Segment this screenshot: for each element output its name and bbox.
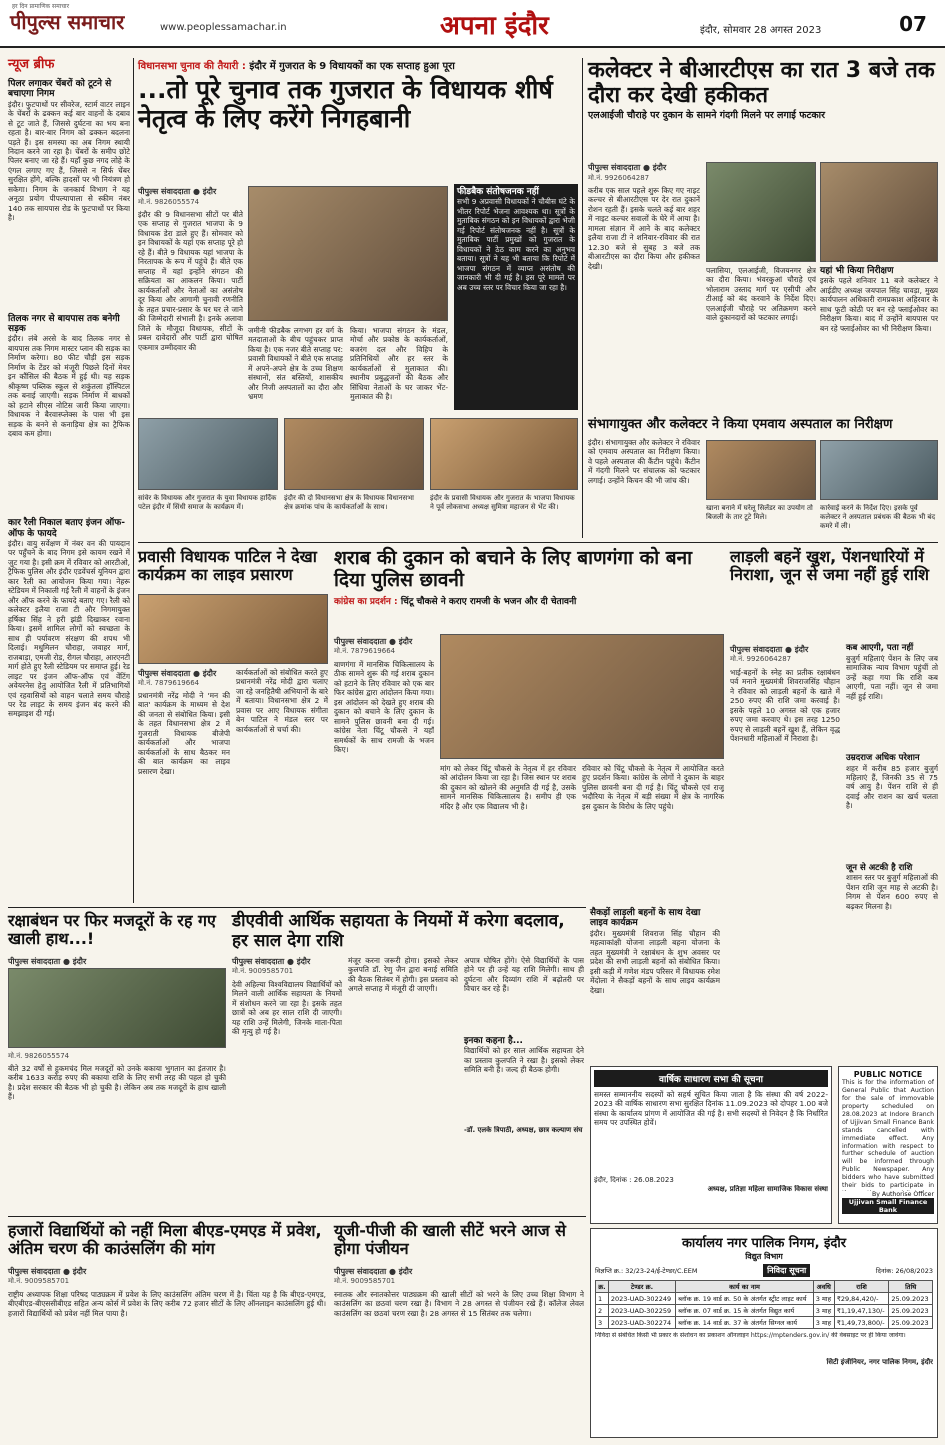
- brief-label: न्यूज ब्रीफ: [8, 57, 55, 72]
- table-row: [596, 1305, 933, 1317]
- collector-photo-1: [706, 162, 816, 262]
- hospital-body: इंदौर। संभागायुक्त और कलेक्टर ने रविवार को एमवाय अस्पताल का निरीक्षण किया। वे पहले अस्पताल की कैंटीन पहुंचे। कैंटीन में गंदगी मिलने पर संचालक को फटकार लगाई। उन्होंने किचन की भी जांच की।: [588, 438, 700, 485]
- ugpg-mobile: मो.नं. 9009585701: [334, 1277, 396, 1285]
- inspection-body: इसके पहले शनिवार 11 बजे कलेक्टर ने आईडीए अध्यक्ष जयपाल सिंह चावड़ा, मुख्य कार्यपालन अधिकारी रामप्रकाश अहिरवार के साथ फूटी कोठी पर बन रहे फ्लाईओवर का निरीक्षण किया। बाद में उन्होंने बायपास पर बन रहे फ्लाईओवर का भी निरीक्षण किया।: [820, 276, 938, 333]
- ladli-side-title-1: कब आएगी, पता नहीं: [846, 643, 914, 653]
- masthead: [0, 0, 945, 48]
- table-cell: ₹1,49,73,800/-: [834, 1317, 889, 1329]
- brief-body-1: इंदौर। फुटपाथों पर सीवरेज, स्टार्म वाटर लाइन के चेंबरों के ढक्कन कई बार वाहनों के दबाव से टूट जाते हैं, जिससे दुर्घटना का भय बना रहता है। बार-बार निगम को ढक्कन बदलना पड़ते हैं। इस समस्या का अब निगम स्थायी निदान करने जा रहा है। चेंबरों के समीप छोटे पिलर बनाए जा रहे हैं। यहाँ कुछ नगद लोहे के एंगल लगाए गए हैं, जिससे न सिर्फ चेंबर सुरक्षित होंगे, बल्कि हादसों पर भी नियंत्रण हो सकेगा। निगम के जनकार्य विभाग ने यह अनूठा प्रयोग पीपल्यापाला से स्कीम नंबर 140 तक सायपास रोड के फुटपाथों पर किया है।: [8, 99, 130, 223]
- gujarat-main-photo: [248, 186, 448, 321]
- news-brief-column: [8, 58, 130, 903]
- davv-col-2: मंजूर करना जरूरी होगा। इसको लेकर कुलपति डॉ. रेणु जैन द्वारा बनाई समिति की बैठक सितंबर में होगी। इस प्रस्ताव को अगले सप्ताह में मंजूरी दी जाएगी।: [348, 956, 458, 994]
- patil-headline: प्रवासी विधायक पाटिल ने देखा कार्यक्रम का लाइव प्रसारण: [138, 547, 317, 585]
- bank-notice-body: This is for the information of General Public that Auction for the sale of immovable property scheduled on 28.08.2023 at Indore Branch of Ujjivan Small Finance Bank stands cancelled with immediate effect. Any information with respect to further schedule of auction will be informed through Public Newspaper. Any bidders who have submitted their bids to participate in: [842, 1079, 934, 1190]
- page-number: 07: [899, 12, 927, 36]
- ladli-side-body-3: शासन स्तर पर बुजुर्ग महिलाओं की पेंशन राशि जून माह से अटकी है। निगम से पेंशन 600 रुपए से बढ़कर मिलना है।: [846, 873, 938, 911]
- hospital-photo-1: [706, 440, 816, 500]
- raksha-headline: रक्षाबंधन पर फिर मजदूरों के रह गए खाली हाथ...!: [8, 911, 216, 949]
- gujarat-byline: पीपुल्स संवाददाता ● इंदौर: [138, 187, 217, 196]
- collector-story: [588, 58, 938, 413]
- tender-header: क्र.: [596, 1281, 609, 1293]
- raksha-body: बीते 32 वर्षों से हुकमचंद मिल मजदूरों को उनके बकाया भुगतान का इंतजार है। करीब 1633 करोड़ रुपए की बकाया राशि के लिए सभी तरह की पहल हो चुकी है। प्रदेश सरकार की बैठक भी हो चुकी है। लेकिन अब तक मजदूरों के हाथ खाली हैं।: [8, 1064, 226, 1102]
- raksha-mobile: मो.नं. 9826055574: [8, 1052, 70, 1060]
- tender-header: तिथि: [889, 1281, 933, 1293]
- liquor-kicker: कांग्रेस का प्रदर्शन :: [334, 596, 398, 607]
- patil-story: [138, 548, 328, 903]
- liquor-kicker-rest: चिंटू चौकसे ने कराए रामजी के भजन और दी चेतावनी: [400, 596, 577, 607]
- tender-header: टेण्डर क्र.: [608, 1281, 675, 1293]
- brief-body-2: इंदौर। लंबे अरसे के बाद तिलक नगर से बायपास तक निगम मास्टर प्लान की सड़क का निर्माण करेगा। 80 फीट चौड़ी इस सड़क निर्माण के टेंडर को मंजूरी पिछले दिनों मेयर इन कौंसिल की बैठक में हुई थी। यह सड़क श्रीकृष्ण पब्लिक स्कूल से शकुंतला हॉस्पिटल तक बनाई जाएगी। सड़क निर्माण में बाधकों को हटाने सीएस नोटिस जारी किया जाएगा। विधायक ने बैरवास्प्लेक्स के पास भी इस सड़क के बनने से कनाड़िया क्षेत्र का ट्रैफिक दबाव कम होगा।: [8, 334, 130, 438]
- table-cell: 25.09.2023: [889, 1293, 933, 1305]
- ladli-side-body-2: शहर में करीब 85 हजार बुजुर्ग महिलाएं हैं, जिनकी 35 से 75 वर्ष आयु है। पेंशन राशि से ही दवाई और राशन का खर्च चलता है।: [846, 763, 938, 811]
- table-row: [596, 1317, 933, 1329]
- ladli-sidebar: [846, 644, 938, 1024]
- brief-title-2: तिलक नगर से बायपास तक बनेगी सड़क: [8, 313, 120, 334]
- agm-notice: [590, 1066, 832, 1224]
- patil-mobile: मो.नं. 7879619664: [138, 679, 200, 687]
- table-cell: 3 माह: [813, 1317, 834, 1329]
- ladli-body: भाई-बहनों के स्नेह का प्रतीक रक्षाबंधन पर्व मनाने मुख्यमंत्री शिवराजसिंह चौहान ने रविवार को लाड़ली बहनों के खाते में 250 रुपए की राशि जमा करवाई है। इसके पहले 10 अगस्त को एक हजार रुपए जमा करवाए थे। इस तरह 1250 रुपए से लाड़ली बहनें खुश हैं, लेकिन वृद्ध पेंशनधारी महिलाओं में निराशा है।: [730, 668, 840, 744]
- ladli-live-box: [590, 908, 720, 1063]
- table-row: [596, 1293, 933, 1305]
- ladli-side-title-3: जून से अटकी है राशि: [846, 862, 913, 873]
- feedback-title: फीडबैक संतोषजनक नहीं: [457, 187, 539, 197]
- ladli-box-body: इंदौर। मुख्यमंत्री शिवराज सिंह चौहान की महत्वाकांक्षी योजना लाड़ली बहना योजना के तहत मुख्यमंत्री ने रक्षाबंधन के शुभ अवसर पर प्रदेश की सभी लाड़ली बहनों को संबोधित किया। इसी कड़ी में गणेश मंडप परिसर में विधायक रमेश मेंदोला ने सैकड़ों बहनों के साथ लाइव कार्यक्रम देखा।: [590, 928, 720, 995]
- newspaper-logo: पीपुल्स समाचार: [10, 10, 125, 34]
- tender-ref: विज्ञप्ति क्र.: 32/23-24/ई-टेण्डर/C.EEM: [595, 1267, 698, 1275]
- brief-title-1: पिलर लगाकर चेंबरों को टूटने से बचाएगा निगम: [8, 78, 112, 100]
- collector-headline: कलेक्टर ने बीआरटीएस का रात 3 बजे तक दौरा कर देखी हकीकत: [588, 58, 935, 109]
- ugpg-story: [334, 1222, 584, 1438]
- gujarat-photo-2: [138, 418, 278, 490]
- table-cell: ब्लॉक क्र. 07 वार्ड क्र. 15 के अंतर्गत विद्युत कार्य: [676, 1305, 814, 1317]
- ugpg-body: स्नातक और स्नातकोत्तर पाठ्यक्रम की खाली सीटों को भरने के लिए उच्च शिक्षा विभाग ने काउंसलिंग का छठवां चरण रखा है। विभाग ने 28 अगस्त से पंजीयन रखे हैं। कॉलेज लेवल काउंसलिंग का छठवां चरण रखा है। 28 अगस्त से 15 सितंबर तक चलेगा।: [334, 1290, 584, 1318]
- hospital-story: [588, 418, 938, 538]
- tender-header: अवधि: [813, 1281, 834, 1293]
- ladli-byline: पीपुल्स संवाददाता ● इंदौर: [730, 645, 809, 654]
- bank-notice-title: PUBLIC NOTICE: [853, 1070, 923, 1079]
- table-cell: 3 माह: [813, 1293, 834, 1305]
- table-cell: ब्लॉक क्र. 14 वार्ड क्र. 37 के अंतर्गत सिग्नल कार्य: [676, 1317, 814, 1329]
- ladli-headline: लाड़ली बहनें खुश, पेंशनधारियों में निराशा, जून से जमा नहीं हुई राशि: [730, 547, 929, 585]
- bed-headline: हजारों विद्यार्थियों को नहीं मिला बीएड-एमएड में प्रवेश, अंतिम चरण की काउंसलिंग की मांग: [8, 1221, 322, 1259]
- davv-col-3: अपात्र घोषित होंगे। ऐसे विद्यार्थियों के पास होने पर ही उन्हें यह राशि मिलेगी। साथ ही दुर्घटना और दिव्यांग राशि में बढ़ोतरी पर विचार कर रहे हैं।: [464, 956, 584, 994]
- tender-header: राशि: [834, 1281, 889, 1293]
- bed-mobile: मो.नं. 9009585701: [8, 1277, 70, 1285]
- website-url: www.peoplessamachar.in: [160, 22, 287, 33]
- collector-subhead: एलआईजी चौराहे पर दुकान के सामने गंदगी मिलने पर लगाई फटकार: [588, 109, 826, 121]
- hospital-photo-2: [820, 440, 938, 500]
- brief-title-3: कार रैली निकाल बताए इंजन ऑफ-ऑफ के फायदे: [8, 518, 125, 539]
- patil-byline: पीपुल्स संवाददाता ● इंदौर: [138, 669, 217, 678]
- ladli-box-title: सैकड़ों लाड़ली बहनों के साथ देखा लाइव कार्यक्रम: [590, 908, 701, 929]
- collector-col-2: पलासिया, एलआईजी, विजयनगर क्षेत्र का दौरा किया। भंवरकुआं चौराहे एवं भोलाराम उस्ताद मार्ग पर एसीपी और टीआई को बंद करवाने के निर्देश दिए। एलआईजी चौराहे पर अतिक्रमण करने वाले दुकानदारों को फटकार लगाई।: [706, 266, 816, 323]
- liquor-mobile: मो.नं. 7879619664: [334, 647, 396, 655]
- gujarat-caption-2: इंदौर की दो विधानसभा क्षेत्र के विधायक विधानसभा क्षेत्र क्रमांक पांच के कार्यकर्ताओं के साथ।: [284, 494, 414, 511]
- raksha-photo: [8, 968, 226, 1048]
- agm-place-date: इंदौर, दिनांक : 26.08.2023: [594, 1176, 674, 1184]
- tender-date: दिनांक: 26/08/2023: [875, 1267, 933, 1275]
- tender-org: कार्यालय नगर पालिक निगम, इंदौर: [681, 1236, 847, 1251]
- tender-footer: निविदा से संबंधित किसी भी प्रकार के संशोधन का प्रकाशन ऑनलाइन https://mptenders.gov.in/ की वेबसाइट पर ही किया जावेगा।: [595, 1332, 906, 1339]
- table-cell: 2023-UAD-302249: [608, 1293, 675, 1305]
- gujarat-photo-4: [430, 418, 578, 490]
- davv-right: [464, 956, 584, 1205]
- gujarat-kicker: विधानसभा चुनाव की तैयारी :: [138, 61, 246, 72]
- hospital-caption-2: कार्रवाई करने के निर्देश दिए। इसके पूर्व कलेक्टर ने अस्पताल प्रबंधक की बैठक भी बंद कमरे में ली।: [820, 504, 936, 530]
- table-cell: 2: [596, 1305, 609, 1317]
- collector-byline: पीपुल्स संवाददाता ● इंदौर: [588, 163, 667, 172]
- table-cell: 1: [596, 1293, 609, 1305]
- hospital-caption-1: खाना बनाने में घरेलू सिलेंडर का उपयोग तो बिजली के तार टूटे मिले।: [706, 504, 813, 521]
- patil-photo: [138, 594, 328, 664]
- tender-sign: सिटी इंजीनियर, नगर पालिक निगम, इंदौर: [826, 1358, 933, 1366]
- table-cell: 25.09.2023: [889, 1317, 933, 1329]
- gujarat-feedback-box: [454, 184, 578, 410]
- davv-quote-title: इनका कहना है...: [464, 1036, 523, 1046]
- inspection-title: यहां भी किया निरीक्षण: [820, 266, 894, 276]
- row-divider: [138, 542, 938, 543]
- tender-table: [595, 1280, 933, 1329]
- patil-body: प्रधानमंत्री नरेंद्र मोदी ने 'मन की बात' कार्यक्रम के माध्यम से देश की जनता से संबोधित किया। इसी के तहत विधानसभा क्षेत्र 2 में गुजराती विधायक बीजेपी कार्यकर्ताओं और भाजपा कार्यकर्ताओं के साथ बैठकर मन की बात कार्यक्रम का लाइव प्रसारण देखा।: [138, 691, 230, 776]
- davv-headline: डीएवीवी आर्थिक सहायता के नियमों में करेगा बदलाव, हर साल देगा राशि: [232, 911, 565, 951]
- gujarat-headline: ...तो पूरे चुनाव तक गुजरात के विधायक शीर्ष नेतृत्व के लिए करेंगे निगहबानी: [138, 75, 553, 133]
- ladli-side-title-2: उम्रदराज अधिक परेशान: [846, 752, 920, 763]
- gujarat-col-1: इंदौर की 9 विधानसभा सीटों पर बीते एक सप्ताह से गुजरात भाजपा के 9 विधायक डेरा डाले हुए हैं। सोमवार को इन विधायकों के यहां एक सप्ताह पूरे हो रहे हैं। बीते 9 विधायक यहां भाजपा के निरतापक के रूप में पहुंचे हैं। बीते एक सप्ताह में यहां इन्होंने संगठन की सक्रियता का आकलन किया। पार्टी कार्यकर्ताओं और नेताओं का असंतोष दूर किया और आगामी चुनावी रणनीति के तहत प्रचार-प्रसार के घर घर ले जाने की जिम्मेदारी संभाली है। इनके अलावा जिले के मौजूदा विधायक, सीटों के प्रबल दावेदारों और पार्टी द्वारा घोषित एकमात्र उम्मीदवार की: [138, 210, 243, 352]
- gujarat-kicker-rest: इंदौर में गुजरात के 9 विधायकों का एक सप्ताह हुआ पूरा: [249, 61, 455, 72]
- bank-name: Ujjivan Small Finance Bank: [842, 1198, 934, 1214]
- liquor-byline: पीपुल्स संवाददाता ● इंदौर: [334, 637, 413, 646]
- gujarat-col-3: किया। भाजपा संगठन के मंडल, मोर्चा और प्रकोष्ठ के कार्यकर्ताओं, बजरंग दल और विहिप के प्रतिनिधियों और हर स्तर के कार्यकर्ताओं से मुलाकात की। स्थानीय प्रबुद्धजनों की बैठक और सिंधिया नेताओं के घर जाकर भेंट-मुलाकात की है।: [350, 326, 448, 402]
- row-divider: [8, 907, 586, 908]
- bank-notice-sign: By Authorise Officer: [871, 1191, 934, 1198]
- table-cell: 2023-UAD-302274: [608, 1317, 675, 1329]
- patil-body-2: कार्यकर्ताओं को संबोधित करते हुए प्रधानमंत्री नरेंद्र मोदी द्वारा चलाए जा रहे जनहितैषी अभियानों के बारे में बताया। विधानसभा क्षेत्र 2 में प्रवास पर आए विधायक संगीता बेन पाटिल ने मंडल स्तर पर कार्यकर्ताओं से चर्चा की।: [236, 668, 328, 734]
- gujarat-mobile: मो.नं. 9826055574: [138, 198, 200, 206]
- raksha-byline: पीपुल्स संवाददाता ● इंदौर: [8, 957, 87, 966]
- bed-byline: पीपुल्स संवाददाता ● इंदौर: [8, 1267, 87, 1276]
- bed-body: राष्ट्रीय अध्यापक शिक्षा परिषद पाठ्यक्रम में प्रवेश के लिए काउंसलिंग अंतिम चरण में है। चिंता यह है कि बीएड-एमएड, बीएबीएड-बीएससीबीएड सहित अन्य कोर्स में प्रवेश के लिए करीब 72 हजार सीटों के लिए ऑनलाइन काउंसलिंग हुई थी। हजारों विद्यार्थियों को प्रवेश नहीं मिल पाया है।: [8, 1290, 326, 1318]
- table-cell: 2023-UAD-302259: [608, 1305, 675, 1317]
- collector-photo-2: [820, 162, 938, 262]
- gujarat-caption-1: सांवेर के विधायक और गुजरात के युवा विधायक हार्दिक पटेल इंदौर में सिंधी समाज के कार्यक्रम में।: [138, 494, 277, 511]
- logo-tagline: हर दिन प्रामाणिक समाचार: [12, 3, 70, 10]
- davv-mobile: मो.नं. 9009585701: [232, 967, 294, 975]
- feedback-body: सभी 9 अप्रवासी विधायकों ने चौबीस घंटे के भीतर रिपोर्ट भेजना आवश्यक था। सूत्रों के मुताबिक संगठन को इन विधायकों द्वारा भेजी गई रिपोर्ट संतोषजनक नहीं है। सूत्रों के मुताबिक पार्टी प्रमुखों को गुजरात के विधायकों ने ठेठ काम करने का अनुभव बताया। सूत्रों ने यह भी बताया कि रिपोर्ट में भाजपा संगठन में व्याप्त असंतोष की जानकारी भी दी गई है। इस पूरे मामले पर अब उच्च स्तर पर विचार किया जा रहा है।: [457, 197, 575, 292]
- agm-body: समस्त सम्माननीय सदस्यों को सहर्ष सूचित किया जाता है कि संस्था की वर्ष 2022-2023 की वार्षिक साधारण सभा सुरक्षित दिनांक 11.09.2023 को दोपहर 1.00 बजे संस्था के कार्यालय प्रांगण में आयोजित की गई है। सभी सदस्यों से निवेदन है कि निर्धारित समय पर उपस्थित होवें।: [594, 1090, 828, 1128]
- bank-notice: [838, 1066, 938, 1224]
- bed-story: [8, 1222, 326, 1438]
- agm-sign: अध्यक्ष, प्रतिज्ञा महिला सामाजिक विकास संस्था: [707, 1184, 828, 1193]
- dateline: इंदौर, सोमवार 28 अगस्त 2023: [700, 25, 822, 36]
- table-cell: 3 माह: [813, 1305, 834, 1317]
- liquor-col-3: रविवार को चिंटू चौकसे के नेतृत्व में आयोजित करते हुए प्रदर्शन किया। कांग्रेस के लोगों ने दुकान के बाहर पुलिस छावनी बना दी गई है। चिंटू चौकसे एवं राजू भदौरिया के नेतृत्व में बड़ी संख्या में क्षेत्र के नागरिक इस दुकान के विरोध के लिए पहुंचे।: [582, 764, 724, 811]
- raksha-story: [8, 912, 226, 1212]
- column-divider: [133, 58, 134, 903]
- tender-label: निविदा सूचना: [763, 1264, 810, 1277]
- davv-quote-by: -डॉ. एलके त्रिपाठी, अध्यक्ष, छात्र कल्याण संघ: [464, 1126, 583, 1135]
- tender-notice: [590, 1228, 938, 1438]
- table-cell: ₹1,19,47,130/-: [834, 1305, 889, 1317]
- tender-header: कार्य का नाम: [676, 1281, 814, 1293]
- ladli-mobile: मो.नं. 9926064287: [730, 655, 792, 663]
- ugpg-byline: पीपुल्स संवाददाता ● इंदौर: [334, 1267, 413, 1276]
- davv-story: [232, 912, 584, 1212]
- collector-mobile: मो.नं. 9926064287: [588, 174, 650, 182]
- hospital-headline: संभागायुक्त और कलेक्टर ने किया एमवाय अस्पताल का निरीक्षण: [588, 417, 893, 432]
- collector-inspection-box: [820, 266, 938, 406]
- gujarat-col-2: जमीनी फीडबैक लगभग हर वर्ग के मतदाताओं के बीच पहुंचकर प्राप्त किया है। एक नजर बीते सप्ताह पर: प्रवासी विधायकों ने बीते एक सप्ताह में अपने-अपने क्षेत्र के उच्च शिक्षण संस्थानों, संत बस्तियों, शासकीय और निजी अस्पतालों का दौरा और भ्रमण: [248, 326, 343, 402]
- davv-byline: पीपुल्स संवाददाता ● इंदौर: [232, 957, 311, 966]
- table-cell: ₹29,84,420/-: [834, 1293, 889, 1305]
- ugpg-headline: यूजी-पीजी की खाली सीटें भरने आज से होगा पंजीयन: [334, 1221, 566, 1259]
- liquor-col-2: मांग को लेकर चिंटू चौकसे के नेतृत्व में हर रविवार को आंदोलन किया जा रहा है। जिस स्थान पर शराब की दुकान को खोलने की अनुमति दी गई है, उसके सामने मानसिक चिकित्सालय है। समीप ही एक मंदिर है और एक विद्यालय भी है।: [440, 764, 576, 811]
- davv-quote: विद्यार्थियों को हर साल आर्थिक सहायता देने का प्रस्ताव कुलपति ने रखा है। इसको लेकर समिति बनी है। जल्द ही बैठक होगी।: [464, 1046, 584, 1075]
- liquor-col-1: बाणगंगा में मानसिक चिकित्सालय के ठीक सामने शुरू की गई शराब दुकान को हटाने के लिए रविवार को एक बार फिर कांग्रेस द्वारा आंदोलन किया गया। इस आंदोलन को देखते हुए शराब की दुकान को बचाने के लिए दुकान के सामने पुलिस छावनी बना दी गई। कांग्रेस नेता चिंटू चौकसे ने यहाँ समर्थकों के साथ रामजी के भजन किए।: [334, 660, 434, 755]
- gujarat-story: [138, 58, 578, 538]
- gujarat-photo-3: [284, 418, 424, 490]
- davv-col-1: देवी अहिल्या विश्वविद्यालय विद्यार्थियों को मिलने वाली आर्थिक सहायता के नियमों में संशोधन करने जा रहा है। इसके तहत छात्रों को अब हर साल राशि दी जाएगी। यह राशि उन्हें मिलेगी, जिनके माता-पिता की मृत्यु हो गई है।: [232, 980, 342, 1037]
- table-cell: ब्लॉक क्र. 19 वार्ड क्र. 50 के अंतर्गत स्ट्रीट लाइट कार्य: [676, 1293, 814, 1305]
- liquor-headline: शराब की दुकान को बचाने के लिए बाणगंगा को बना दिया पुलिस छावनी: [334, 547, 693, 591]
- gujarat-caption-3: इंदौर के प्रवासी विधायक और गुजरात के भाजपा विधायक ने पूर्व लोकसभा अध्यक्ष सुमित्रा महाजन से भेंट की।: [430, 494, 575, 511]
- ladli-side-body-1: बुजुर्ग महिलाएं पेंशन के लिए जब सामाजिक न्याय विभाग पहुंचीं तो उन्हें कहा गया कि राशि कब आएगी, पता नहीं। जून से जमा नहीं हुई राशि।: [846, 653, 938, 701]
- section-title: अपना इंदौर: [440, 11, 549, 41]
- collector-col-1: करीब एक साल पहले शुरू किए गए नाइट कल्चर से बीआरटीएस पर देर रात दुकानें रोशन रहती हैं। इसके चलते कई बार शहर में नाइट कल्चर सवालों के घेरे में आया है। मामला संज्ञान में आने के बाद कलेक्टर इलैया राजा टी ने शनिवार-रविवार की रात 12.30 बजे से सुबह 3 बजे तक बीआरटीएस का दौरा किया और हकीकत देखी।: [588, 186, 700, 271]
- table-cell: 25.09.2023: [889, 1305, 933, 1317]
- table-cell: 3: [596, 1317, 609, 1329]
- row-divider: [8, 1216, 586, 1217]
- column-divider: [582, 58, 583, 538]
- brief-body-3: इंदौर। वायु सर्वेक्षण में नंबर वन की पायदान पर पहुँचने के बाद निगम इसे कायम रखने में जुट गया है। इसी क्रम में रविवार को आरटीओ, ट्रैफिक पुलिस और इंदौर एडवेंचर्स यूनियन द्वारा कार रैली का आयोजन किया गया। नेहरू स्टेडियम में निकाली गई रैली में वाहनों के इंजन और ऑफ करने के फायदे बताए गए। रैली को कलेक्टर इलैया राजा टी और निगमायुक्त हर्षिका सिंह ने हरी झंडी दिखाकर रवाना किया। इसमें शामिल लोगों को स्वच्छता के साथ ही पर्यावरण संरक्षण की शपथ भी दिलाई। मधुमिलन चौराहा, जवाहर मार्ग, राजबाड़ा, एमजी रोड, रीगल चौराहा, आरएनटी मार्ग होते हुए रैली स्टेडियम पर समाप्त हुई। रेड लाइट पर इंजन ऑफ-ऑफ एवं वेंटिंग अवेयरनेस हेतु आयोजित रैली में प्रतिभागियों एवं रहवासियों को वाहन चलाते समय चौराहे पर रेड लाइट के समय इंजन बंद करने की समझाइश दी गई।: [8, 539, 130, 719]
- agm-title: वार्षिक साधारण सभा की सूचना: [594, 1070, 828, 1087]
- tender-dept: विद्युत विभाग: [745, 1252, 783, 1261]
